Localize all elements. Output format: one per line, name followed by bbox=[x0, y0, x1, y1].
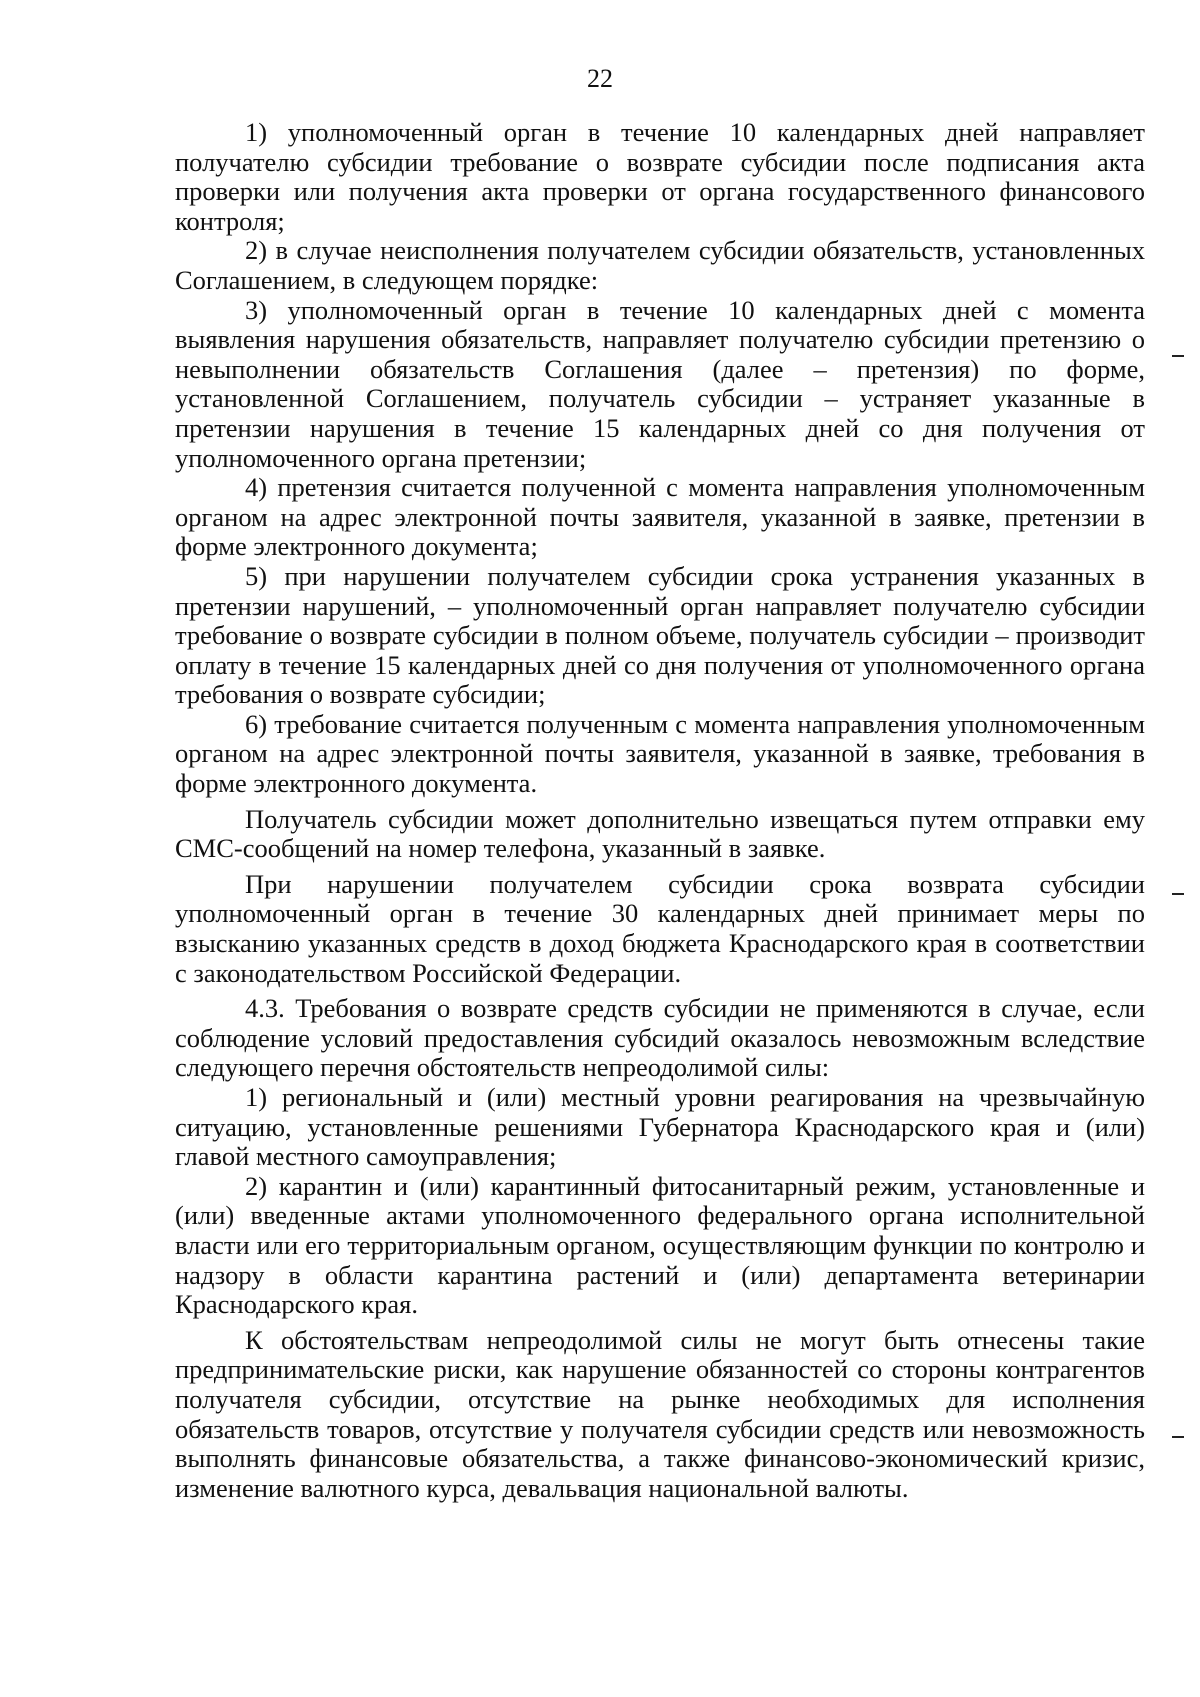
paragraph-exclusions: К обстоятельствам непреодолимой силы не могут быть отнесены такие предпринимательские риски, как нарушение обязанностей со стороны контрагентов получателя субсидии, отсутствие на рынке необходимых для исполнения обязательств товаров, отсутствие у получателя субсидии средств или невозможность выполнять финансовые обязательства, а также финансово-экономический кризис, изменение валютного курса, девальвация национальной валюты. bbox=[175, 1324, 1145, 1503]
paragraph-item-3: 3) уполномоченный орган в течение 10 календарных дней с момента выявления нарушения обязательств, направляет получателю субсидии претензию о невыполнении обязательств Соглашения (далее – претензия) по форме, установленной Соглашением, получатель субсидии – устраняет указанные в претензии нарушения в течение 15 календарных дней со дня получения от уполномоченного органа претензии; bbox=[175, 294, 1145, 473]
paragraph-sms-notice: Получатель субсидии может дополнительно извещаться путем отправки ему СМС-сообщений на номер телефона, указанный в заявке. bbox=[175, 803, 1145, 864]
paragraph-item-4: 4) претензия считается полученной с момента направления уполномоченным органом на адрес электронной почты заявителя, указанной в заявке, претензии в форме электронного документа; bbox=[175, 472, 1145, 562]
margin-mark bbox=[1172, 893, 1184, 895]
paragraph-section-4-3: 4.3. Требования о возврате средств субсидии не применяются в случае, если соблюдение условий предоставления субсидий оказалось невозможным вследствие следующего перечня обстоятельств непреодолимой силы: bbox=[175, 993, 1145, 1083]
paragraph-force-majeure-2: 2) карантин и (или) карантинный фитосанитарный режим, установленные и (или) введенные актами уполномоченного федерального органа исполнительной власти или его территориальным органом, осуществляющим функции по контролю и надзору в области карантина растений и (или) департамента ветеринарии Краснодарского края. bbox=[175, 1170, 1145, 1320]
paragraph-item-5: 5) при нарушении получателем субсидии срока устранения указанных в претензии нарушений, – уполномоченный орган направляет получателю субсидии требование о возврате субсидии в полном объеме, получатель субсидии – производит оплату в течение 15 календарных дней со дня получения от уполномоченного органа требования о возврате субсидии; bbox=[175, 560, 1145, 710]
page-number: 22 bbox=[587, 64, 613, 93]
paragraph-item-2: 2) в случае неисполнения получателем субсидии обязательств, установленных Соглашением, в следующем порядке: bbox=[175, 235, 1145, 295]
paragraph-item-6: 6) требование считается полученным с момента направления уполномоченным органом на адрес электронной почты заявителя, указанной в заявке, требования в форме электронного документа. bbox=[175, 708, 1145, 799]
paragraph-force-majeure-1: 1) региональный и (или) местный уровни реагирования на чрезвычайную ситуацию, установленные решениями Губернатора Краснодарского края и (или) главой местного самоуправления; bbox=[175, 1082, 1145, 1172]
paragraph-item-1: 1) уполномоченный орган в течение 10 календарных дней направляет получателю субсидии требование о возврате субсидии после подписания акта проверки или получения акта проверки от органа государственного финансового контроля; bbox=[175, 117, 1145, 236]
margin-mark bbox=[1172, 355, 1184, 357]
paragraph-recovery: При нарушении получателем субсидии срока возврата субсидии уполномоченный орган в течение 30 календарных дней принимает меры по взысканию указанных средств в доход бюджета Краснодарского края в соответствии с законодательством Российской Федерации. bbox=[175, 868, 1145, 988]
margin-mark bbox=[1172, 1436, 1184, 1438]
document-body bbox=[175, 118, 1145, 1503]
